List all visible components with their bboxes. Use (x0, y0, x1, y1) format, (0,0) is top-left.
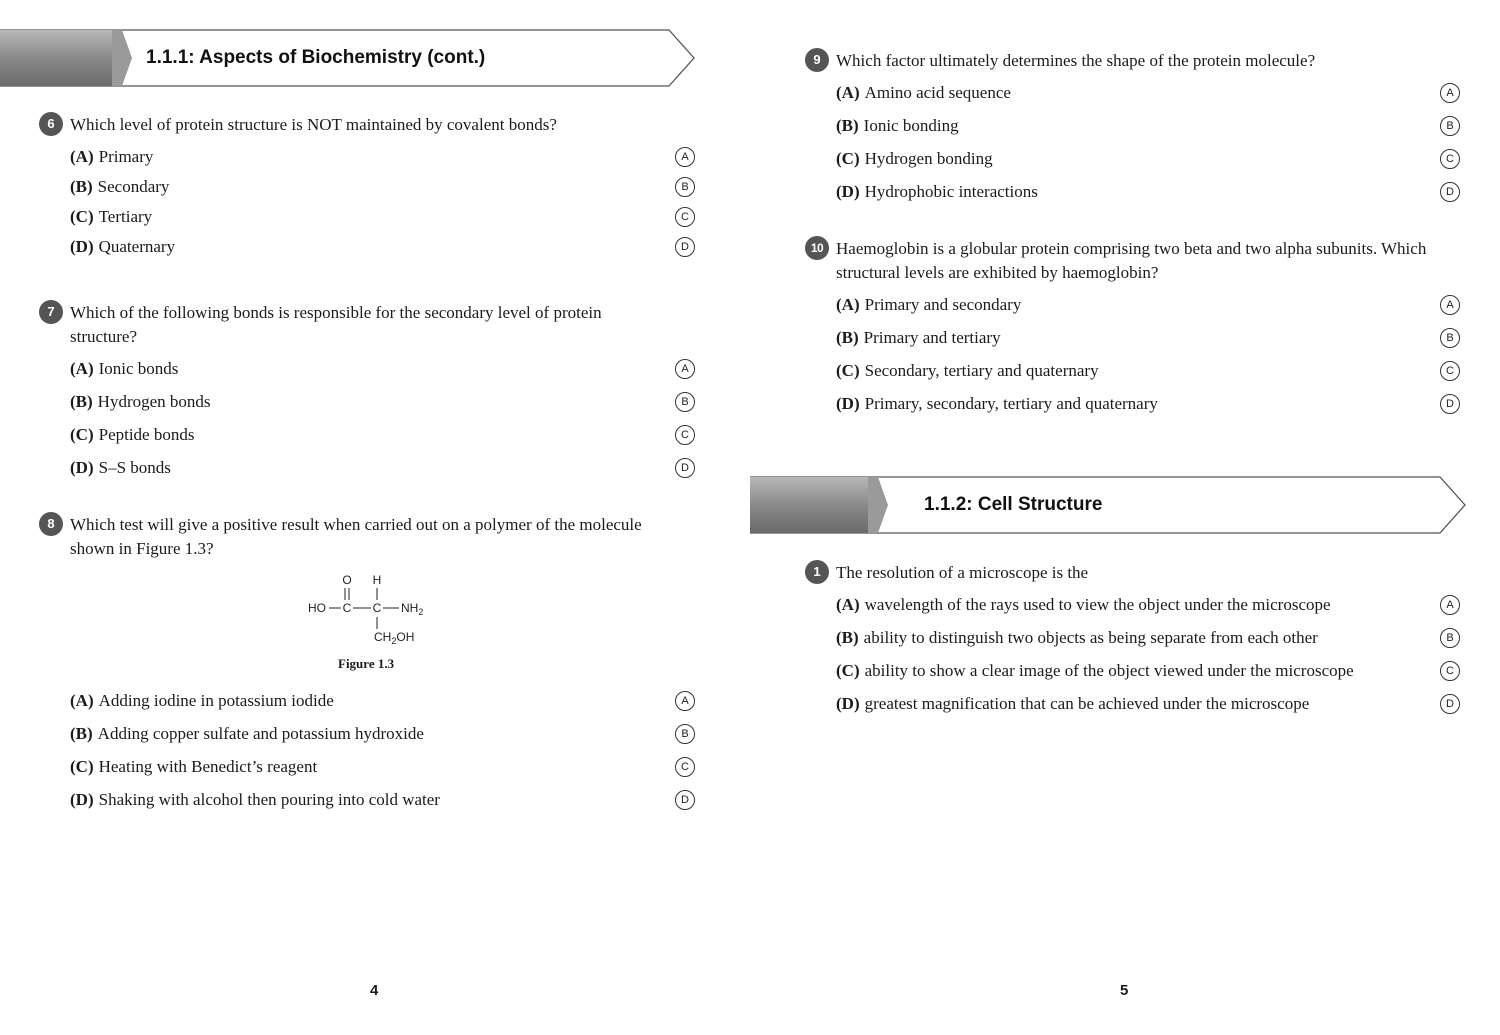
answer-bubble-a[interactable]: A (1440, 295, 1460, 315)
answer-bubble-d[interactable]: D (1440, 694, 1460, 714)
group-ho: HO (308, 601, 326, 615)
question-number-badge: 9 (805, 48, 829, 72)
page-number: 5 (1120, 982, 1129, 999)
option-letter: (C) (836, 149, 860, 168)
option-text: S–S bonds (98, 458, 171, 477)
option-d[interactable] (70, 788, 440, 812)
question-text-line: Which of the following bonds is responsible for the secondary level of protein (70, 303, 602, 322)
answer-bubble-a[interactable]: A (675, 147, 695, 167)
option-letter: (A) (836, 295, 860, 314)
option-text: Primary and secondary (864, 295, 1022, 314)
right-page (750, 0, 1500, 1035)
option-b[interactable] (70, 722, 424, 746)
group-ch2oh-pre: CH (374, 630, 392, 644)
group-ch2oh-sub: 2 (391, 636, 397, 646)
answer-bubble-c[interactable]: C (675, 757, 695, 777)
section-banner (0, 29, 700, 89)
option-text: Adding copper sulfate and potassium hydroxide (97, 724, 424, 743)
question-number-badge: 8 (39, 512, 63, 536)
option-letter: (C) (836, 661, 860, 680)
option-letter: (D) (70, 237, 94, 256)
option-letter: (B) (70, 724, 93, 743)
question-number-badge: 6 (39, 112, 63, 136)
option-letter: (A) (836, 83, 860, 102)
option-a[interactable] (70, 145, 153, 169)
option-text: Primary and tertiary (863, 328, 1001, 347)
group-nh2-sub: 2 (418, 607, 424, 617)
question-text-line: shown in Figure 1.3? (70, 539, 214, 558)
option-c[interactable] (836, 147, 993, 171)
question-text (836, 237, 1426, 285)
answer-bubble-c[interactable]: C (675, 425, 695, 445)
option-b[interactable] (836, 626, 1318, 650)
option-text: Hydrophobic interactions (864, 182, 1038, 201)
atom-c2: C (372, 601, 382, 615)
option-a[interactable] (836, 593, 1331, 617)
option-b[interactable] (836, 326, 1001, 350)
option-letter: (B) (70, 177, 93, 196)
option-d[interactable] (836, 392, 1158, 416)
option-b[interactable] (836, 114, 959, 138)
group-ch2oh (374, 630, 414, 646)
group-ch2oh-post: OH (396, 630, 415, 644)
option-text: Shaking with alcohol then pouring into cold water (98, 790, 440, 809)
atom-o: O (342, 573, 352, 587)
option-text: Primary (98, 147, 154, 166)
option-text: Secondary, tertiary and quaternary (864, 361, 1099, 380)
answer-bubble-d[interactable]: D (1440, 394, 1460, 414)
question-text: Which level of protein structure is NOT maintained by covalent bonds? (70, 115, 557, 134)
question-9 (805, 48, 1465, 208)
option-c[interactable] (836, 359, 1099, 383)
option-text: greatest magnification that can be achieved under the microscope (864, 694, 1310, 713)
answer-bubble-a[interactable]: A (1440, 83, 1460, 103)
figure-caption: Figure 1.3 (338, 656, 395, 671)
answer-bubble-a[interactable]: A (675, 359, 695, 379)
option-letter: (B) (836, 628, 859, 647)
option-text: Ionic bonds (98, 359, 179, 378)
option-letter: (B) (836, 116, 859, 135)
option-letter: (A) (836, 595, 860, 614)
question-10 (805, 236, 1465, 421)
answer-bubble-d[interactable]: D (675, 237, 695, 257)
answer-bubble-c[interactable]: C (1440, 661, 1460, 681)
option-letter: (D) (70, 458, 94, 477)
group-nh2 (401, 601, 423, 617)
option-letter: (C) (70, 207, 94, 226)
question-8 (39, 512, 699, 812)
option-letter: (C) (70, 425, 94, 444)
section-banner (750, 476, 1470, 536)
structural-formula (299, 570, 439, 650)
question-text (70, 301, 602, 349)
option-c[interactable] (70, 423, 194, 447)
question-6 (39, 112, 699, 262)
option-letter: (C) (836, 361, 860, 380)
question-text-line: structure? (70, 327, 138, 346)
answer-bubble-d[interactable]: D (675, 458, 695, 478)
option-d[interactable] (836, 692, 1309, 716)
answer-bubble-b[interactable]: B (675, 392, 695, 412)
option-text: Hydrogen bonds (97, 392, 211, 411)
page-number: 4 (370, 982, 379, 999)
answer-bubble-d[interactable]: D (1440, 182, 1460, 202)
question-1 (805, 560, 1465, 720)
question-number-badge: 10 (805, 236, 829, 260)
figure-1-3 (299, 570, 439, 685)
section-title: 1.1.1: Aspects of Biochemistry (cont.) (146, 47, 486, 68)
option-b[interactable] (70, 390, 211, 414)
option-b[interactable] (70, 175, 169, 199)
option-text: Peptide bonds (98, 425, 195, 444)
question-number-badge: 1 (805, 560, 829, 584)
option-a[interactable] (70, 689, 334, 713)
option-text: Quaternary (98, 237, 176, 256)
option-letter: (B) (836, 328, 859, 347)
question-text: Which factor ultimately determines the shape of the protein molecule? (836, 51, 1316, 70)
question-text: The resolution of a microscope is the (836, 563, 1089, 582)
question-text-line: Which test will give a positive result when carried out on a polymer of the molecule (70, 515, 642, 534)
option-letter: (A) (70, 359, 94, 378)
option-letter: (D) (836, 394, 860, 413)
option-a[interactable] (836, 81, 1011, 105)
option-c[interactable] (70, 205, 152, 229)
option-a[interactable] (836, 293, 1021, 317)
option-c[interactable] (70, 755, 317, 779)
option-letter: (B) (70, 392, 93, 411)
question-text (70, 513, 642, 561)
question-text-line: Haemoglobin is a globular protein comprising two beta and two alpha subunits. Which (836, 239, 1427, 258)
option-text: Heating with Benedict’s reagent (98, 757, 318, 776)
answer-bubble-b[interactable]: B (675, 724, 695, 744)
option-text: ability to distinguish two objects as being separate from each other (863, 628, 1318, 647)
answer-bubble-a[interactable]: A (1440, 595, 1460, 615)
answer-bubble-b[interactable]: B (1440, 116, 1460, 136)
answer-bubble-b[interactable]: B (1440, 628, 1460, 648)
answer-bubble-c[interactable]: C (1440, 361, 1460, 381)
banner-shape (750, 476, 1470, 536)
atom-h: H (372, 573, 382, 587)
option-letter: (D) (70, 790, 94, 809)
option-letter: (A) (70, 691, 94, 710)
question-text-line: structural levels are exhibited by haemoglobin? (836, 263, 1159, 282)
option-text: ability to show a clear image of the object viewed under the microscope (864, 661, 1354, 680)
option-text: Primary, secondary, tertiary and quaternary (864, 394, 1158, 413)
group-nh2-main: NH (401, 601, 419, 615)
answer-bubble-c[interactable]: C (675, 207, 695, 227)
option-letter: (D) (836, 694, 860, 713)
question-number-badge: 7 (39, 300, 63, 324)
option-letter: (D) (836, 182, 860, 201)
option-a[interactable] (70, 357, 178, 381)
option-d[interactable] (836, 180, 1038, 204)
atom-c1: C (342, 601, 352, 615)
answer-bubble-c[interactable]: C (1440, 149, 1460, 169)
option-letter: (A) (70, 147, 94, 166)
option-text: Adding iodine in potassium iodide (98, 691, 334, 710)
option-text: Tertiary (98, 207, 153, 226)
answer-bubble-b[interactable]: B (1440, 328, 1460, 348)
answer-bubble-b[interactable]: B (675, 177, 695, 197)
answer-bubble-a[interactable]: A (675, 691, 695, 711)
option-c[interactable] (836, 659, 1354, 683)
option-text: Secondary (97, 177, 170, 196)
question-7 (39, 300, 699, 485)
option-text: wavelength of the rays used to view the object under the microscope (864, 595, 1331, 614)
answer-bubble-d[interactable]: D (675, 790, 695, 810)
option-d[interactable] (70, 456, 171, 480)
option-text: Hydrogen bonding (864, 149, 993, 168)
option-text: Ionic bonding (863, 116, 959, 135)
option-d[interactable] (70, 235, 175, 259)
section-title: 1.1.2: Cell Structure (924, 494, 1103, 515)
option-text: Amino acid sequence (864, 83, 1011, 102)
option-letter: (C) (70, 757, 94, 776)
